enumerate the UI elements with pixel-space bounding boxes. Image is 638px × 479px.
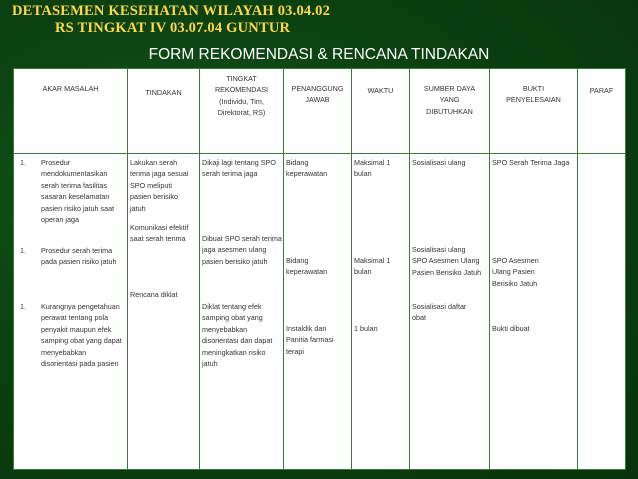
- bukti-item: SPO Serah Terima Jaga: [492, 158, 570, 167]
- cell-tindakan: [128, 154, 200, 470]
- akar-masalah-item: Kurangnya pengetahuan perawat tentang pola penyakit maupun efek samping obat yang dapat menyebabkan disorientasi pada pasien: [41, 302, 122, 369]
- cell-sumber-daya: [410, 154, 490, 470]
- cell-tingkat-rekomendasi: [200, 154, 284, 470]
- col-header-bukti-penyelesaian: BUKTI PENYELESAIAN: [490, 69, 578, 154]
- cell-penanggung-jawab: [284, 154, 352, 470]
- form-title: FORM REKOMENDASI & RENCANA TINDAKAN: [148, 46, 490, 63]
- bukti-item: Bukti dibuat: [492, 324, 530, 333]
- rekomendasi-item: Dibuat SPO serah terima jaga asesmen ulang pasien berisiko jatuh: [202, 234, 282, 266]
- col-header-paraf: PARAF: [578, 69, 626, 154]
- hospital-header: RS TINGKAT IV 03.07.04 GUNTUR: [55, 20, 291, 36]
- akar-masalah-item: Prosedur serah terima pada pasien risiko jatuh: [41, 246, 117, 267]
- col-header-sumber-daya: SUMBER DAYA YANG DIBUTUHKAN: [410, 69, 490, 154]
- sumber-daya-item: Sosialisasi ulang: [412, 158, 466, 167]
- agency-header: DETASEMEN KESEHATAN WILAYAH 03.04.02: [12, 3, 331, 19]
- tindakan-item: Komunikasi efektif saat serah terima: [130, 223, 189, 244]
- table-row: [14, 154, 626, 470]
- col-header-tindakan: TINDAKAN: [128, 69, 200, 154]
- col-header-penanggung-jawab: PENANGGUNG JAWAB: [284, 69, 352, 154]
- waktu-item: 1 bulan: [354, 324, 378, 333]
- rekomendasi-item: Diklat tentang efek samping obat yang menyebabkan disorientasi dan dapat meningkatkan risiko jatuh: [202, 302, 273, 369]
- cell-paraf: [578, 154, 626, 470]
- cell-bukti-penyelesaian: [490, 154, 578, 470]
- penanggung-jawab-item: Bidang keperawatan: [286, 256, 328, 277]
- akar-masalah-item: Prosedur mendokumentasikan serah terima fasilitas sasaran keselamatan pasien risiko jatuh saat operan jaga: [41, 158, 115, 225]
- item-number: 1.: [20, 302, 26, 311]
- sumber-daya-item: Sosialisasi daftar obat: [412, 302, 467, 323]
- penanggung-jawab-item: Bidang keperawatan: [286, 158, 328, 179]
- col-header-akar-masalah: AKAR MASALAH: [14, 69, 128, 154]
- cell-waktu: [352, 154, 410, 470]
- table-header-row: [14, 69, 626, 154]
- col-header-waktu: WAKTU: [352, 69, 410, 154]
- sumber-daya-item: Sosialisasi ulang SPO Asesmen Ulang Pasien Berisiko Jatuh: [412, 245, 482, 277]
- penanggung-jawab-item: Instaldik dan Panitia farmasi terapi: [286, 324, 334, 356]
- col-header-tingkat-rekomendasi: TINGKAT REKOMENDASI (Individu, Tim, Direktorat, RS): [200, 69, 284, 154]
- bukti-item: SPO Asesmen Ulang Pasien Berisiko Jatuh: [492, 256, 539, 288]
- tindakan-item: Rencana diklat: [130, 290, 178, 299]
- cell-akar-masalah: [14, 154, 128, 470]
- recommendation-table: [13, 68, 625, 470]
- waktu-item: Maksimal 1 bulan: [354, 256, 391, 277]
- item-number: 1.: [20, 158, 26, 167]
- rekomendasi-item: Dikaji lagi tentang SPO serah terima jaga: [202, 158, 276, 179]
- item-number: 1.: [20, 246, 26, 255]
- waktu-item: Maksimal 1 bulan: [354, 158, 391, 179]
- tindakan-item: Lakukan serah terima jaga sesuai SPO meliputi pasien berisiko jatuh: [130, 158, 189, 213]
